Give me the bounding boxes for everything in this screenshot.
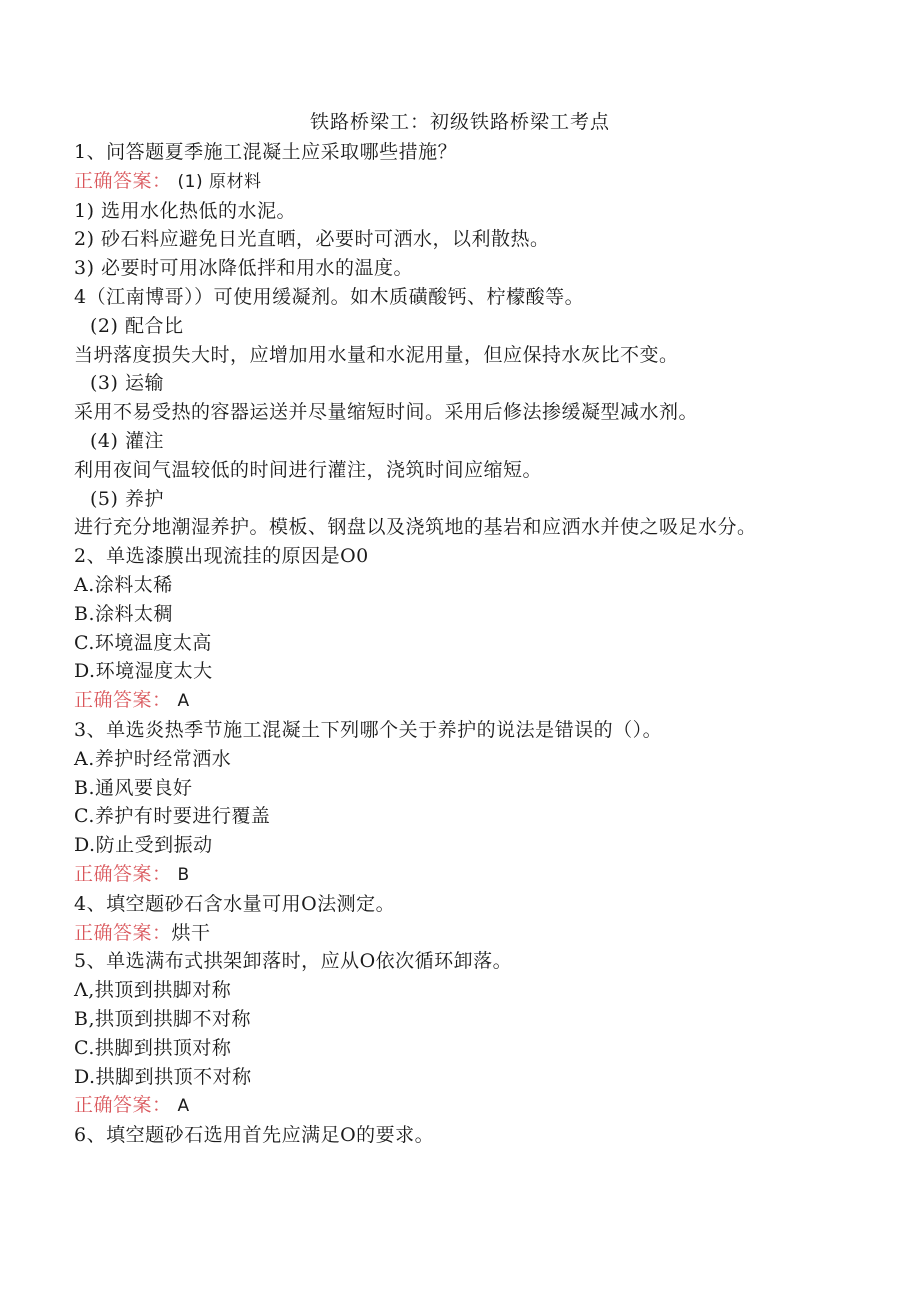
answer-5-value: A — [177, 1096, 190, 1117]
answer-4-row — [74, 919, 804, 948]
option-item: A.养护时经常洒水 — [74, 747, 232, 770]
question-5: 5、单选满布式拱架卸落时，应从O依次循环卸落。 — [74, 950, 513, 973]
option-item: D.防止受到振动 — [74, 834, 213, 857]
answer-label: 正确答案： — [74, 1094, 172, 1117]
document-title: 铁路桥梁工：初级铁路桥梁工考点 — [309, 111, 610, 133]
answer-1-subheading: (5) 养护 — [90, 487, 164, 510]
answer-label: 正确答案： — [74, 862, 172, 885]
option-item: D.环境湿度太大 — [74, 660, 213, 683]
question-1: 1、问答题夏季施工混凝土应采取哪些措施？ — [74, 141, 458, 163]
answer-label: 正确答案： — [74, 921, 172, 944]
question-3: 3、单选炎热季节施工混凝土下列哪个关于养护的说法是错误的（）。 — [74, 718, 663, 741]
question-2: 2、单选漆膜出现流挂的原因是O0 — [74, 545, 369, 568]
answer-label: 正确答案： — [74, 689, 172, 712]
answer-1-row — [74, 167, 804, 197]
option-item: C.环境温度太高 — [74, 631, 212, 654]
answer-1-subheading: (3) 运输 — [90, 372, 164, 395]
answer-1-line: 采用不易受热的容器运送并尽量缩短时间。采用后修法掺缓凝型减水剂。 — [74, 401, 699, 424]
answer-1-line: 1) 选用水化热低的水泥。 — [74, 199, 297, 222]
option-item: B.通风要良好 — [74, 776, 193, 799]
answer-5-row — [74, 1091, 804, 1121]
option-item: C.养护有时要进行覆盖 — [74, 805, 271, 828]
answer-2-value: A — [177, 691, 190, 712]
question-6: 6、填空题砂石选用首先应满足O的要求。 — [74, 1124, 435, 1147]
question-4: 4、填空题砂石含水量可用O法测定。 — [74, 892, 396, 915]
answer-1-subheading: (4) 灌注 — [90, 429, 164, 452]
answer-1-line: 当坍落度损失大时，应增加用水量和水泥用量，但应保持水灰比不变。 — [74, 343, 679, 366]
option-item: D.拱脚到拱顶不对称 — [74, 1065, 252, 1088]
option-item: B.涂料太稠 — [74, 602, 174, 625]
answer-1-line: 进行充分地潮湿养护。模板、钢盘以及浇筑地的基岩和应洒水并使之吸足水分。 — [74, 516, 757, 539]
answer-1-line: 3) 必要时可用冰降低拌和用水的温度。 — [74, 257, 414, 280]
option-item: A.涂料太稀 — [74, 573, 173, 596]
answer-1-head: (1) 原材料 — [177, 171, 262, 192]
answer-1-line: 利用夜间气温较低的时间进行灌注，浇筑时间应缩短。 — [74, 458, 543, 481]
answer-3-row — [74, 860, 804, 890]
answer-3-value: B — [177, 864, 190, 885]
answer-4-value: 烘干 — [171, 921, 211, 944]
answer-1-line: 2) 砂石料应避免日光直晒，必要时可洒水，以利散热。 — [74, 228, 550, 251]
option-item: C.拱脚到拱顶对称 — [74, 1036, 232, 1059]
option-item: B,拱顶到拱脚不对称 — [74, 1007, 252, 1030]
answer-label: 正确答案： — [74, 169, 172, 192]
answer-1-subheading: (2) 配合比 — [90, 314, 184, 337]
option-item: Λ,拱顶到拱脚对称 — [74, 979, 232, 1002]
document-body — [74, 138, 804, 1150]
answer-1-line: 4（江南博哥））可使用缓凝剂。如木质磺酸钙、柠檬酸等。 — [74, 285, 585, 308]
answer-2-row — [74, 686, 804, 716]
